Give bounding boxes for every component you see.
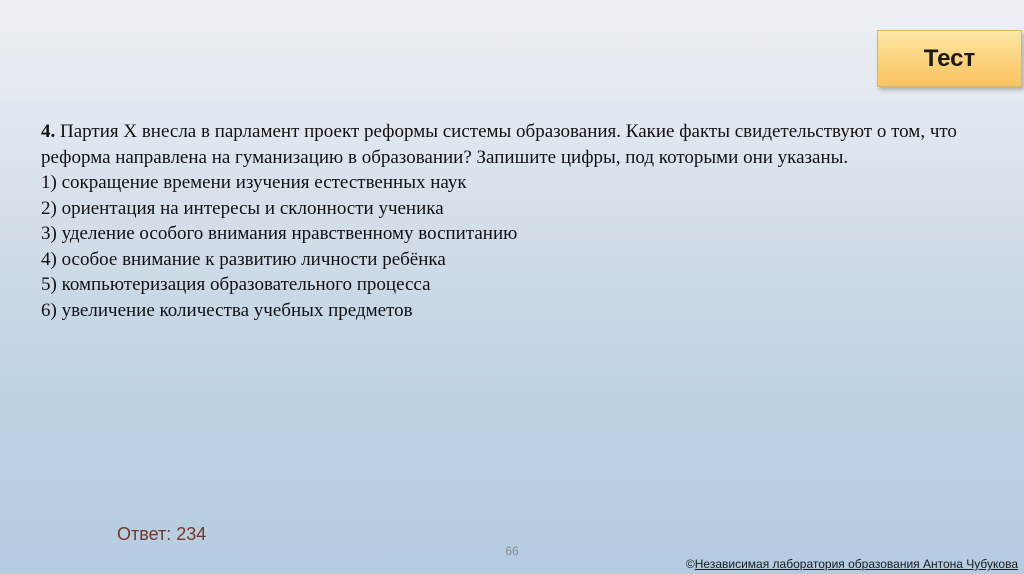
option-item-1: 1) сокращение времени изучения естественных наук (41, 172, 467, 193)
question-block (41, 119, 1001, 323)
question-body: Партия Х внесла в парламент проект реформы системы образования. Какие факты свидетельствуют о том, что реформа направлена на гуманизацию в образовании? Запишите цифры, под которыми они указаны. (41, 121, 957, 168)
test-badge-label: Тест (923, 44, 976, 72)
page-number: 66 (505, 544, 519, 558)
answer-options-list (41, 170, 1001, 323)
answer-text: Ответ: 234 (117, 524, 207, 544)
copyright-symbol: © (685, 557, 695, 571)
question-number: 4. (41, 121, 56, 142)
option-item-5: 5) компьютеризация образовательного процесса (41, 274, 431, 295)
test-badge (877, 30, 1022, 87)
option-item-3: 3) уделение особого внимания нравственному воспитанию (41, 223, 518, 244)
question-text (41, 119, 1001, 170)
option-item-6: 6) увеличение количества учебных предметов (41, 299, 413, 321)
option-item-4: 4) особое внимание к развитию личности ребёнка (41, 248, 446, 270)
option-item-2: 2) ориентация на интересы и склонности ученика (41, 197, 444, 219)
footer-credit (686, 557, 1018, 571)
footer-link[interactable]: Независимая лаборатория образования Антона Чубукова (694, 557, 1018, 571)
